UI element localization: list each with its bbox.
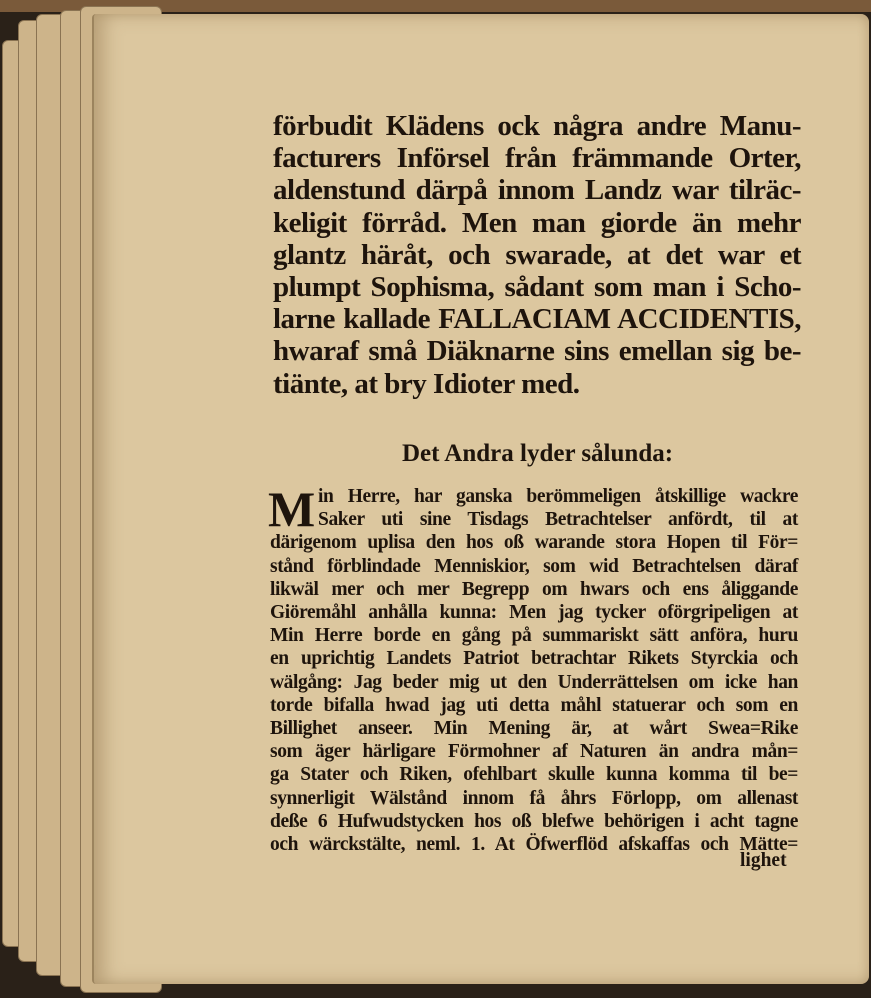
text-line: en uprichtig Landets Patriot betrachtar Rikets Styrckia och — [270, 648, 798, 670]
text-line: ga Stater och Riken, ofehlbart skulle kunna komma til be= — [270, 764, 798, 786]
text-line: tiänte, at bry Idioter med. — [273, 367, 580, 400]
text-line: glantz häråt, och swarade, at det war et — [273, 238, 801, 271]
text-line: Billighet anseer. Min Mening är, at wårt Swea=Rike — [270, 718, 798, 739]
text-line: likwäl mer och mer Begrepp om hwars och ens åliggande — [270, 578, 798, 600]
text-line: larne kallade FALLACIAM ACCIDENTIS, — [273, 303, 801, 336]
text-line: som äger härligare Förmohner af Naturen än andra mån= — [270, 741, 798, 763]
text-line: Min Herre borde en gång på summariskt sätt anföra, huru — [270, 625, 798, 647]
text-line: facturers Införsel från främmande Orter, — [273, 142, 801, 175]
text-line: därigenom uplisa den hos oß warande stora Hopen til För= — [270, 532, 798, 554]
text-line: deße 6 Hufwudstycken hos oß blefwe behörigen i acht tagne — [270, 810, 798, 832]
text-line: torde bifalla hwad jag uti detta måhl statuerar och som en — [270, 694, 798, 716]
text-line: synnerligit Wälstånd innom få åhrs Förlopp, om allenast — [270, 787, 798, 809]
text-line: aldenstund därpå innom Landz war tilräc- — [273, 174, 801, 207]
text-line: och wärckstälte, neml. 1. At Öfwerflöd afskaffas och Mätte= — [270, 834, 798, 855]
drop-cap: M — [268, 481, 316, 537]
section-heading: Det Andra lyder sålunda: — [401, 440, 674, 467]
text-line: Giöremåhl anhålla kunna: Men jag tycker oförgripeligen at — [270, 602, 798, 623]
text-line: stånd förblindade Menniskior, som wid Betrachtelsen däraf — [270, 555, 798, 577]
text-line: plumpt Sophisma, sådant som man i Scho- — [273, 271, 801, 303]
text-line: hwaraf små Diäknarne sins emellan sig be- — [273, 335, 801, 368]
catchword: lighet — [740, 850, 787, 871]
text-line: förbudit Klädens ock några andre Manu- — [273, 110, 801, 142]
text-line: keligit förråd. Men man giorde än mehr — [273, 206, 801, 239]
text-line: Saker uti sine Tisdags Betrachtelser anfördt, til at — [318, 509, 798, 531]
text-line: in Herre, har ganska berömmeligen åtskillige wackre — [318, 486, 798, 507]
text-line: wälgång: Jag beder mig ut den Underrättelsen om icke han — [270, 671, 798, 693]
